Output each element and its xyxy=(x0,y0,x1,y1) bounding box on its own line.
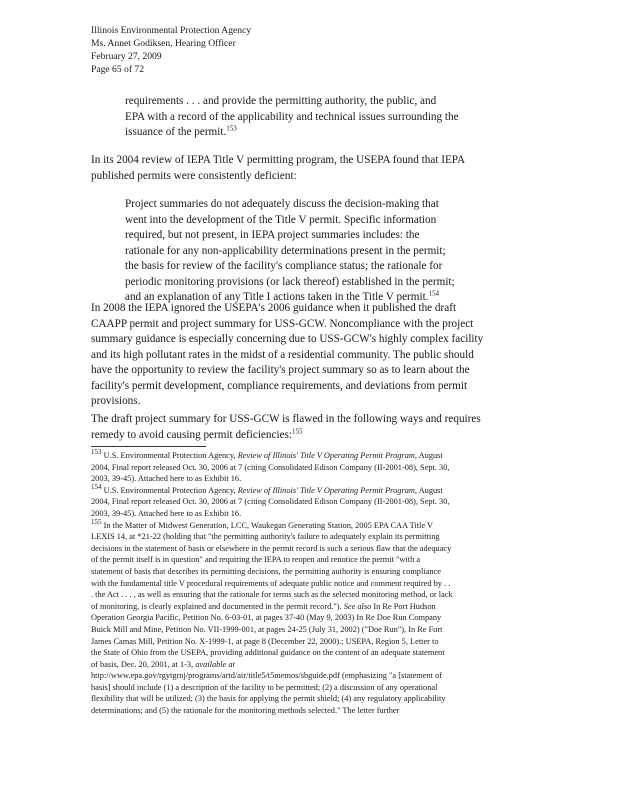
footnote-line: $^{154}$ U.S. Environmental Protection Agency, Review of Illinois' Title V Operating Permit Program, August xyxy=(91,483,443,495)
footnote-ref[interactable]: 154 xyxy=(428,289,439,298)
paragraph-2008-guidance xyxy=(91,301,539,410)
footnote-line: 2003, 39-45). Attached here to as Exhibit 16. xyxy=(91,474,242,484)
quote-line: EPA with a record of the applicability and technical issues surrounding the xyxy=(125,110,459,123)
quote-line: rationale for any non-applicability determinations present in the permit; xyxy=(125,244,446,257)
text-line: provisions. xyxy=(91,395,141,407)
footnote-url-line[interactable]: http://www.epa.gov/rgytgrnj/programs/artd/air/title5/t5memos/sbguide.pdf (emphasizing "a [statement of xyxy=(91,671,442,681)
paragraph-review xyxy=(91,153,539,184)
footnote-line: decisions in the statement of basis or elsewhere in the permit record is such a serious flaw that the adequacy xyxy=(91,543,452,553)
text-line: In 2008 the IEPA ignored the USEPA's 2006 guidance when it published the draft xyxy=(91,302,457,314)
footnote-line: Operation Georgia Pacific, Petition No. 6-03-01, at pages 37-40 (May 9, 2003) In Re Doe Run Company xyxy=(91,613,442,623)
header-date: February 27, 2009 xyxy=(91,51,162,62)
footnote-line: 2004, Final report released Oct. 30, 2006 at 7 (citing Consolidated Edison Company (II-2001-08), Sept. 30, xyxy=(91,462,450,472)
block-quote-continued xyxy=(125,94,525,141)
text-line: remedy to avoid causing permit deficiencies:$^{155}$ xyxy=(91,426,303,441)
footnote-155 xyxy=(91,517,541,717)
block-quote-findings xyxy=(125,197,525,306)
text-line: summary guidance is especially concerning due to USS-GCW's highly complex facility xyxy=(91,333,484,345)
text-line: and its high pollutant rates in the midst of a residential community. The public should xyxy=(91,348,474,361)
footnote-ref[interactable]: 155 xyxy=(292,426,303,435)
footnote-line: James Camas Mill, Petition No. X-1999-1, at page 8 (December 22, 2000).; USEPA, Region 5, Letter to xyxy=(91,636,439,646)
quote-line: required, but not present, in IEPA project summaries includes: the xyxy=(125,229,420,241)
footnotes-section xyxy=(91,450,541,717)
text-line: published permits were consistently deficient: xyxy=(91,169,297,182)
header-agency: Illinois Environmental Protection Agency xyxy=(91,25,252,36)
letter-header xyxy=(91,24,251,76)
footnote-line: 2003, 39-45). Attached here to as Exhibit 16. xyxy=(91,508,242,518)
footnote-number: 154 xyxy=(91,483,102,491)
quote-line: the basis for review of the facility's compliance status; the rationale for xyxy=(125,260,443,272)
footnote-153 xyxy=(91,450,541,485)
text-line: facility's permit development, compliance requirements, and deviations from permit xyxy=(91,379,468,392)
header-officer: Ms. Annet Godiksen, Hearing Officer xyxy=(91,38,236,49)
footnote-ref[interactable]: 153 xyxy=(226,124,237,133)
footnote-154 xyxy=(91,485,541,520)
footnote-line: of basis, Dec. 20, 2001, at 1-3, available at xyxy=(91,659,235,669)
footnote-line: of monitoring, is clearly explained and documented in the permit record."). See also In Re Port Hudson xyxy=(91,601,436,611)
footnote-line: . the Act . . . , as well as ensuring that the rationale for terms such as the selected monitoring method, or lack xyxy=(91,590,453,600)
footnote-line: statement of basis that describes its permitting decisions, the permitting authority is ensuring compliance xyxy=(91,566,441,576)
text-line: have the opportunity to review the facility's project summary so as to learn about the xyxy=(91,364,470,376)
text-line: The draft project summary for USS-GCW is flawed in the following ways and requires xyxy=(91,413,481,425)
quote-line: Project summaries do not adequately discuss the decision-making that xyxy=(125,198,439,210)
quote-line: periodic monitoring provisions (or lack thereof) established in the permit; xyxy=(125,275,455,288)
footnote-line: 2004, Final report released Oct. 30, 2006 at 7 (citing Consolidated Edison Company (II-2001-08), Sept. 30, xyxy=(91,497,450,507)
footnote-line: LEXIS 14, at *21-22 (holding that "the permitting authority's failure to adequately explain its permitting xyxy=(91,532,440,542)
footnote-divider xyxy=(91,446,206,447)
text-line: In its 2004 review of IEPA Title V permitting program, the USEPA found that IEPA xyxy=(91,154,466,166)
quote-line: requirements . . . and provide the permitting authority, the public, and xyxy=(125,95,437,107)
quote-line: issuance of the permit.$^{153}$ xyxy=(125,124,237,138)
footnote-line: the State of Ohio from the USEPA, providing additional guidance on the content of an adequate statement xyxy=(91,648,445,658)
footnote-line: Buick Mill and Mine, Petition No. VII-1999-001, at pages 24-25 (July 31, 2002) ("Doe Run"), In Re Fort xyxy=(91,624,443,634)
footnote-number: 155 xyxy=(91,517,102,526)
text-line: CAAPP permit and project summary for USS-GCW. Noncompliance with the project xyxy=(91,317,474,330)
quote-line: and an explanation of any Title I actions taken in the Title V permit.$^{154}$ xyxy=(125,289,439,303)
footnote-line: with the fundamental title V procedural requirements of adequate public notice and comment required by . . xyxy=(91,578,451,588)
header-page-number: Page 65 of 72 xyxy=(91,64,145,75)
footnote-line: flexibility that will be utilized; (3) the basis for applying the permit shield; (4) any regulatory applicability xyxy=(91,694,446,704)
footnote-line: basis] should include (1) a description of the facility to be permitted; (2) a discussion of any operational xyxy=(91,682,438,692)
footnote-number: 153 xyxy=(91,448,102,457)
paragraph-flaws xyxy=(91,412,539,443)
footnote-line: determinations; and (5) the rationale for the monitoring methods selected." The letter further xyxy=(91,706,400,716)
footnote-line: $^{155}$ In the Matter of Midwest Generation, LCC, Waukegan Generating Station, 2005 EPA CAA Title V xyxy=(91,517,434,530)
footnote-line: of the permit itself is in question" and requiring the IEPA to reopen and renotice the permit "with a xyxy=(91,555,421,565)
quote-line: went into the development of the Title V permit. Specific information xyxy=(125,213,437,226)
footnote-line: $^{153}$ U.S. Environmental Protection Agency, Review of Illinois' Title V Operating Permit Program, August xyxy=(91,448,443,460)
